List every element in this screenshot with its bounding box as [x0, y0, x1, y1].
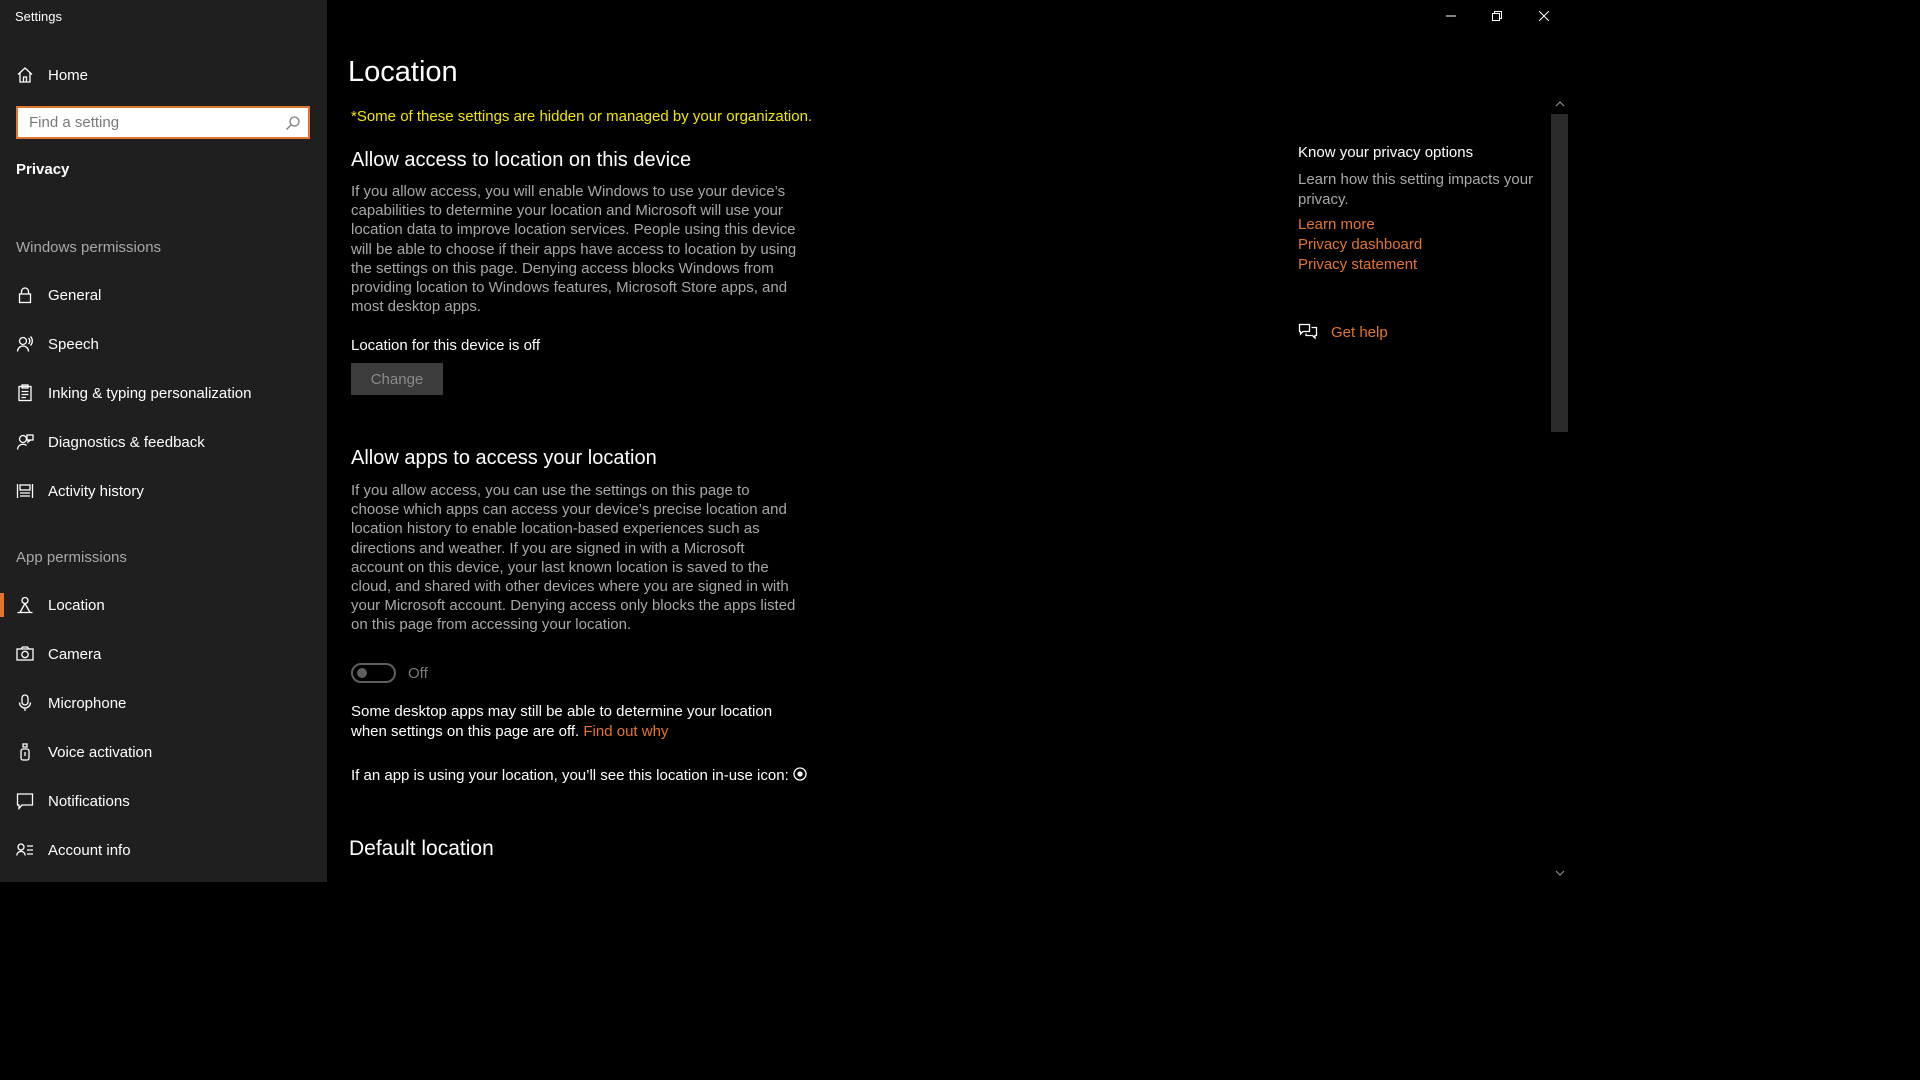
nav-item-inking-typing[interactable] — [0, 373, 327, 413]
nav-item-microphone[interactable] — [0, 683, 327, 723]
search-icon[interactable] — [285, 115, 301, 131]
nav-item-notifications[interactable] — [0, 781, 327, 821]
device-section-title: Allow access to location on this device — [351, 149, 692, 171]
privacy-statement-link[interactable]: Privacy statement — [1298, 256, 1418, 273]
scroll-up-icon[interactable] — [1555, 100, 1565, 108]
privacy-options-description: Learn how this setting impacts your privacy. — [1298, 171, 1534, 208]
nav-item-speech[interactable] — [0, 324, 327, 364]
privacy-dashboard-link[interactable]: Privacy dashboard — [1298, 236, 1423, 253]
privacy-options-title: Know your privacy options — [1298, 144, 1474, 161]
home-icon — [16, 66, 34, 84]
window-title: Settings — [15, 9, 62, 24]
sidebar — [0, 0, 327, 882]
microphone-icon — [16, 694, 34, 712]
nav-item-account-info[interactable] — [0, 830, 327, 870]
in-use-note-text: If an app is using your location, you’ll see this location in-use icon: — [351, 767, 789, 784]
location-in-use-icon — [793, 767, 807, 787]
learn-more-link[interactable]: Learn more — [1298, 216, 1375, 233]
get-help-icon[interactable] — [1298, 322, 1318, 342]
nav-label-location: Location — [48, 596, 105, 614]
apps-section-title: Allow apps to access your location — [351, 447, 657, 469]
nav-label-account-info: Account info — [48, 841, 131, 859]
nav-item-voice-activation[interactable] — [0, 732, 327, 772]
activity-icon — [16, 482, 34, 500]
nav-label-camera: Camera — [48, 645, 102, 663]
desktop-apps-note-text: Some desktop apps may still be able to determine your location when settings on this page are off. — [351, 703, 773, 740]
privacy-heading: Privacy — [16, 161, 70, 178]
org-notice: *Some of these settings are hidden or managed by your organization. — [351, 108, 813, 125]
windows-permissions-heading: Windows permissions — [16, 239, 162, 256]
speech-icon — [16, 335, 34, 353]
get-help-link[interactable]: Get help — [1331, 324, 1388, 341]
toggle-knob — [357, 668, 367, 678]
notifications-icon — [16, 792, 34, 810]
nav-label-activity-history: Activity history — [48, 482, 144, 500]
in-use-note — [351, 766, 807, 787]
clipboard-icon — [16, 384, 34, 402]
camera-icon — [16, 645, 34, 663]
lock-icon — [16, 286, 34, 304]
scrollbar[interactable] — [1551, 98, 1568, 882]
nav-label-microphone: Microphone — [48, 694, 127, 712]
toggle-state-label: Off — [408, 665, 428, 682]
location-icon — [16, 596, 34, 614]
device-location-status: Location for this device is off — [351, 337, 540, 354]
device-section-description: If you allow access, you will enable Windows to use your device’s capabilities to determine your location and Microsoft will use your location data to improve location services. People using this device will be able to choose if their apps have access to location by using the settings on this page. Denying access blocks Windows from providing location to Windows features, Microsoft Store apps, and most desktop apps. — [351, 183, 797, 316]
nav-item-general[interactable] — [0, 275, 327, 315]
feedback-icon — [16, 433, 34, 451]
nav-item-activity-history[interactable] — [0, 471, 327, 511]
selection-indicator — [0, 593, 4, 617]
main-content — [327, 0, 1568, 882]
account-info-icon — [16, 841, 34, 859]
search-input[interactable] — [18, 108, 278, 137]
scroll-down-icon[interactable] — [1555, 869, 1565, 877]
desktop-apps-note — [351, 702, 801, 741]
nav-label-voice-activation: Voice activation — [48, 743, 153, 761]
apps-section-description: If you allow access, you can use the settings on this page to choose which apps can access your device’s precise location and location history to enable location-based experiences such as directions and weather. If you are signed in with a Microsoft account on this device, your last known location is saved to the cloud, and shared with other devices where you are signed in with your Microsoft account. Denying access only blocks the apps listed on this page from accessing your location. — [351, 482, 796, 634]
search-box[interactable] — [16, 106, 310, 139]
nav-label-diagnostics: Diagnostics & feedback — [48, 433, 205, 451]
nav-item-camera[interactable] — [0, 634, 327, 674]
nav-item-diagnostics[interactable] — [0, 422, 327, 462]
change-button[interactable]: Change — [351, 363, 443, 395]
app-permissions-heading: App permissions — [16, 549, 127, 566]
default-location-title: Default location — [349, 837, 494, 860]
nav-label-speech: Speech — [48, 335, 99, 353]
location-access-toggle[interactable] — [351, 663, 396, 683]
nav-label-inking-typing: Inking & typing personalization — [48, 384, 252, 402]
voice-activation-icon — [16, 743, 34, 761]
find-out-why-link[interactable]: Find out why — [583, 722, 669, 740]
nav-label-general: General — [48, 286, 102, 304]
scroll-thumb[interactable] — [1551, 114, 1568, 432]
home-label: Home — [48, 66, 89, 84]
nav-item-location[interactable] — [0, 585, 327, 625]
home-nav-item[interactable] — [0, 55, 327, 95]
nav-label-notifications: Notifications — [48, 792, 130, 810]
page-title: Location — [348, 56, 458, 88]
